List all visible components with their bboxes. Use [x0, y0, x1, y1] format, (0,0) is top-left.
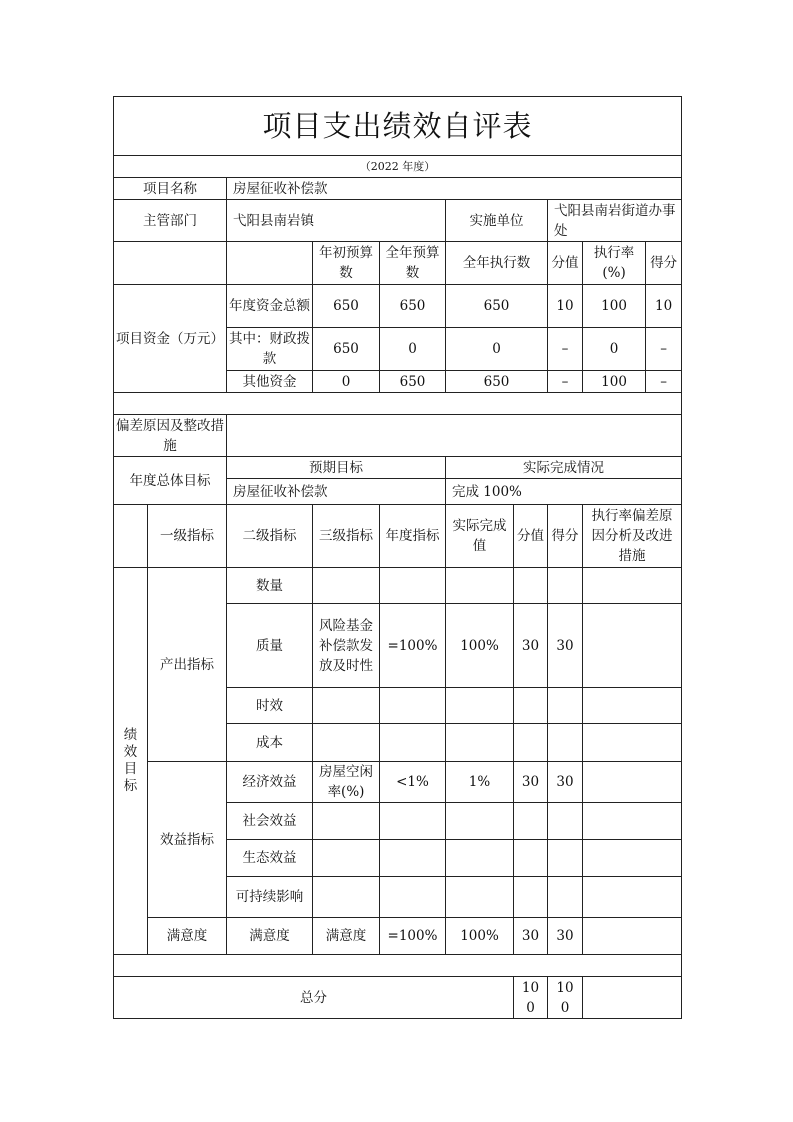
fund-header-initial: 年初预算数: [313, 242, 380, 285]
fund-label: 项目资金（万元）: [114, 285, 227, 393]
benefit-actual: [446, 803, 514, 840]
output-actual: 100%: [446, 604, 514, 688]
fund-row-executed: 0: [446, 328, 548, 371]
output-deviation: [583, 604, 682, 688]
goal-label: 年度总体目标: [114, 457, 227, 505]
output-target: [380, 568, 446, 604]
output-target: =100%: [380, 604, 446, 688]
satisfaction-score: 30: [548, 918, 583, 955]
goal-actual-header: 实际完成情况: [446, 457, 682, 479]
fund-row-annual: 650: [380, 285, 446, 328]
output-l3: [313, 688, 380, 724]
total-deviation: [583, 977, 682, 1019]
benefit-l2: 生态效益: [227, 840, 313, 877]
output-deviation: [583, 568, 682, 604]
benefit-target: <1%: [380, 762, 446, 803]
fund-row-score: 10: [655, 298, 673, 314]
benefit-score: [548, 803, 583, 840]
perf-header-value: 分值: [514, 505, 548, 568]
benefit-actual: [446, 840, 514, 877]
satisfaction-target: =100%: [380, 918, 446, 955]
benefit-l3: 房屋空闲率(%): [313, 762, 380, 803]
benefit-value: [514, 840, 548, 877]
fund-row-rate: 100: [583, 371, 646, 392]
fund-row-annual: 0: [380, 328, 446, 371]
fund-row-rate: 0: [583, 328, 646, 370]
benefit-l3: [313, 803, 380, 840]
output-deviation: [583, 688, 682, 724]
fund-row-initial: 650: [313, 328, 380, 371]
output-l2: 数量: [227, 568, 313, 604]
impl-unit-value: 弋阳县南岩街道办事处: [548, 200, 682, 242]
spacer-row: [114, 393, 682, 415]
spacer-row: [114, 955, 682, 977]
perf-header-l1: 一级指标: [148, 505, 227, 568]
fund-row-name: 其他资金: [227, 371, 313, 393]
fund-header-score-value: 分值: [548, 242, 583, 285]
perf-header-blank: [114, 505, 148, 568]
total-label: 总分: [114, 977, 514, 1019]
fund-header-name-blank: [227, 242, 313, 285]
form-title: 项目支出绩效自评表: [114, 97, 682, 156]
fund-row-score-value: –: [548, 371, 583, 393]
fund-row-rate-score: [583, 328, 682, 371]
benefit-value: [514, 803, 548, 840]
benefit-score: 30: [548, 762, 583, 803]
fund-header-executed: 全年执行数: [446, 242, 548, 285]
perf-header-l2: 二级指标: [227, 505, 313, 568]
impl-unit-label: 实施单位: [446, 200, 548, 242]
fund-row-executed: 650: [446, 371, 548, 393]
fund-header-rate-score: [583, 242, 682, 285]
fund-row-name: 其中：财政拨款: [227, 328, 313, 371]
goal-expected-value: 房屋征收补偿款: [227, 479, 446, 505]
fund-row-initial: 650: [313, 285, 380, 328]
satisfaction-value: 30: [514, 918, 548, 955]
fund-row-rate: 100: [583, 285, 646, 327]
benefit-score: [548, 840, 583, 877]
fund-row-initial: 0: [313, 371, 380, 393]
benefit-value: [514, 877, 548, 918]
fund-row-rate-score: [583, 285, 682, 328]
satisfaction-deviation: [583, 918, 682, 955]
output-actual: [446, 724, 514, 762]
project-name-label: 项目名称: [114, 178, 227, 200]
output-deviation: [583, 724, 682, 762]
perf-header-actual: 实际完成值: [446, 505, 514, 568]
total-value-text: 100: [521, 979, 540, 1016]
evaluation-table: [113, 96, 682, 1019]
fund-row-executed: 650: [446, 285, 548, 328]
output-target: [380, 724, 446, 762]
fund-row-score-value: –: [548, 328, 583, 371]
benefit-actual: [446, 877, 514, 918]
benefit-target: [380, 840, 446, 877]
output-value: [514, 568, 548, 604]
satisfaction-l1: 满意度: [148, 918, 227, 955]
benefit-target: [380, 803, 446, 840]
evaluation-form: [113, 96, 681, 1019]
goal-actual-value: 完成 100%: [446, 479, 682, 505]
output-value: [514, 688, 548, 724]
form-year: （2022 年度）: [114, 156, 682, 178]
benefit-deviation: [583, 803, 682, 840]
fund-header-blank: [114, 242, 227, 285]
fund-row-score-value: 10: [548, 285, 583, 328]
benefit-target: [380, 877, 446, 918]
benefit-deviation: [583, 762, 682, 803]
total-score: [548, 977, 583, 1019]
output-l3: [313, 724, 380, 762]
benefit-l3: [313, 877, 380, 918]
dept-value: 弋阳县南岩镇: [227, 200, 446, 242]
benefit-l2: 可持续影响: [227, 877, 313, 918]
dept-label: 主管部门: [114, 200, 227, 242]
fund-row-score: –: [660, 341, 667, 357]
fund-row-name: 年度资金总额: [227, 285, 313, 328]
benefit-l2: 社会效益: [227, 803, 313, 840]
total-value: [514, 977, 548, 1019]
deviation-label: 偏差原因及整改措施: [114, 415, 227, 457]
output-l3: 风险基金补偿款发放及时性: [313, 604, 380, 688]
perf-label: [114, 568, 148, 955]
fund-row-score: –: [660, 373, 667, 390]
benefit-deviation: [583, 877, 682, 918]
satisfaction-l3: 满意度: [313, 918, 380, 955]
fund-header-rate: 执行率(%): [583, 242, 646, 284]
benefit-score: [548, 877, 583, 918]
benefit-l3: [313, 840, 380, 877]
fund-row-rate-score: [583, 371, 682, 393]
output-l3: [313, 568, 380, 604]
output-value: 30: [514, 604, 548, 688]
total-score-text: 100: [556, 979, 574, 1016]
fund-header-score: 得分: [650, 255, 678, 271]
output-l2: 质量: [227, 604, 313, 688]
deviation-value: [227, 415, 682, 457]
output-score: [548, 724, 583, 762]
output-score: [548, 568, 583, 604]
output-score: [548, 688, 583, 724]
benefit-actual: 1%: [446, 762, 514, 803]
satisfaction-l2: 满意度: [227, 918, 313, 955]
perf-header-score: 得分: [548, 505, 583, 568]
output-score: 30: [548, 604, 583, 688]
goal-expected-header: 预期目标: [227, 457, 446, 479]
output-l2: 时效: [227, 688, 313, 724]
benefit-label: 效益指标: [148, 762, 227, 918]
benefit-l2: 经济效益: [227, 762, 313, 803]
perf-header-l3: 三级指标: [313, 505, 380, 568]
output-actual: [446, 568, 514, 604]
project-name-value: 房屋征收补偿款: [227, 178, 682, 200]
fund-header-annual: 全年预算数: [380, 242, 446, 285]
satisfaction-actual: 100%: [446, 918, 514, 955]
perf-label-text: 绩效目标: [123, 727, 138, 794]
output-l2: 成本: [227, 724, 313, 762]
benefit-value: 30: [514, 762, 548, 803]
output-label: 产出指标: [148, 568, 227, 762]
perf-header-deviation: 执行率偏差原因分析及改进措施: [583, 505, 682, 568]
output-value: [514, 724, 548, 762]
output-target: [380, 688, 446, 724]
output-actual: [446, 688, 514, 724]
fund-row-annual: 650: [380, 371, 446, 393]
benefit-deviation: [583, 840, 682, 877]
perf-header-target: 年度指标: [380, 505, 446, 568]
